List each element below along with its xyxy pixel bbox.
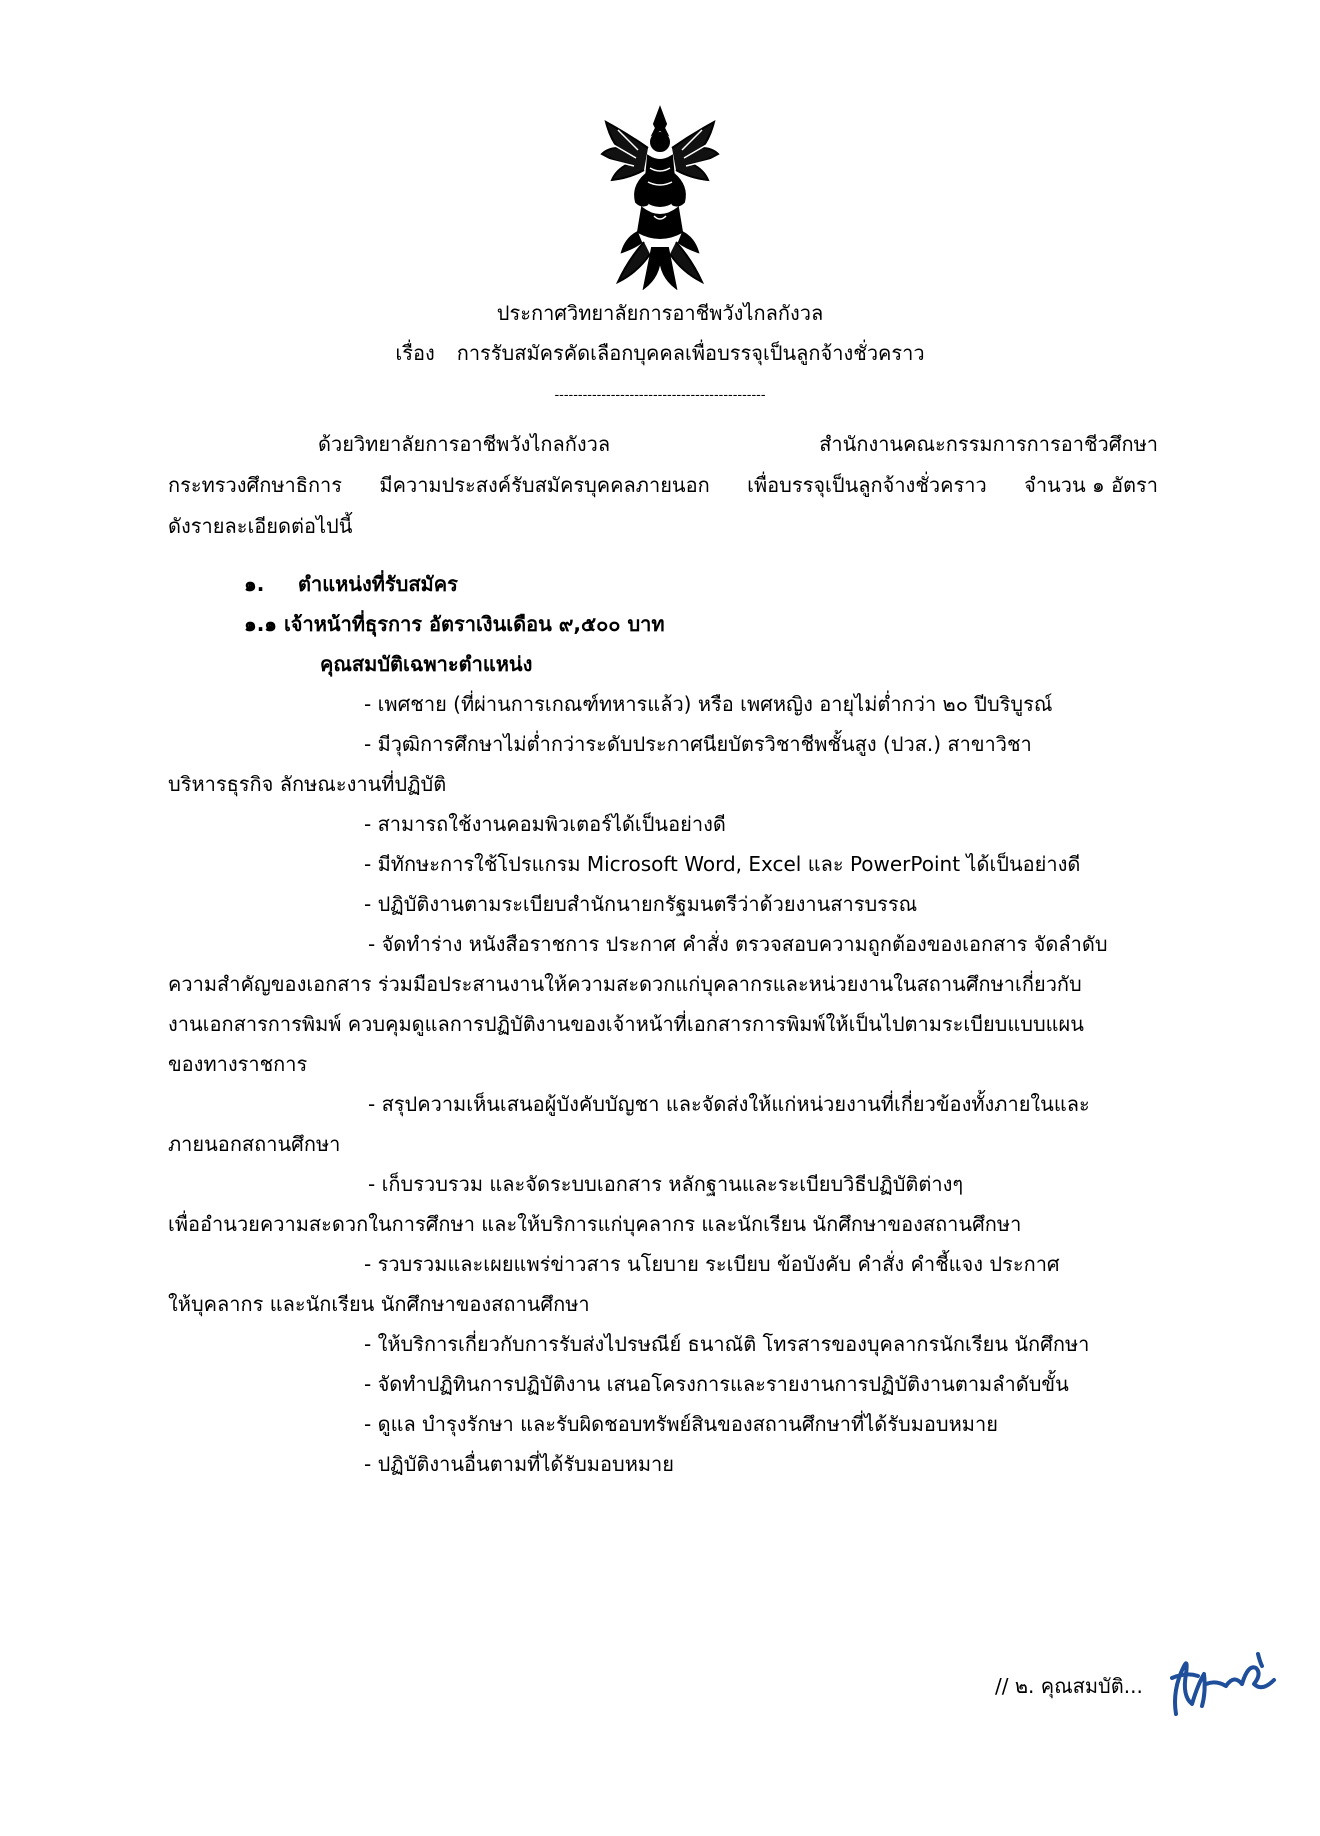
qualification-10: - ให้บริการเกี่ยวกับการรับส่งไปรษณีย์ ธนาณัติ โทรสารของบุคลากรนักเรียน นักศึกษา xyxy=(364,1332,1090,1356)
intro-line-2-part-1: กระทรวงศึกษาธิการ xyxy=(168,473,343,497)
qualification-6-line-4: ของทางราชการ xyxy=(168,1052,308,1076)
intro-line-2-part-4: จำนวน ๑ อัตรา xyxy=(1024,473,1158,497)
intro-line-3: ดังรายละเอียดต่อไปนี้ xyxy=(168,514,353,538)
garuda-emblem-icon xyxy=(598,104,722,290)
qualification-9-line-1: - รวบรวมและเผยแพร่ข่าวสาร นโยบาย ระเบียบ ข้อบังคับ คำสั่ง คำชี้แจง ประกาศ xyxy=(364,1252,1060,1276)
qualification-3: - สามารถใช้งานคอมพิวเตอร์ได้เป็นอย่างดี xyxy=(364,812,726,836)
announcement-subject xyxy=(0,338,1320,368)
section-1-heading: ตำแหน่งที่รับสมัคร xyxy=(298,572,458,596)
intro-line-2-part-2: มีความประสงค์รับสมัครบุคคลภายนอก xyxy=(379,473,710,497)
intro-line-1-part-2: สำนักงานคณะกรรมการการอาชีวศึกษา xyxy=(819,432,1158,456)
qualification-6-line-3: งานเอกสารการพิมพ์ ควบคุมดูแลการปฏิบัติงานของเจ้าหน้าที่เอกสารการพิมพ์ให้เป็นไปตามระเบียบแบบแผน xyxy=(168,1012,1084,1036)
subject-text: การรับสมัครคัดเลือกบุคคลเพื่อบรรจุเป็นลูกจ้างชั่วคราว xyxy=(456,341,925,365)
qualification-1: - เพศชาย (ที่ผ่านการเกณฑ์ทหารแล้ว) หรือ เพศหญิง อายุไม่ต่ำกว่า ๒๐ ปีบริบูรณ์ xyxy=(364,692,1053,716)
qualification-6-line-2: ความสำคัญของเอกสาร ร่วมมือประสานงานให้ความสะดวกแก่บุคลากรและหน่วยงานในสถานศึกษาเกี่ยวกับ xyxy=(168,972,1082,996)
qualification-7-line-2: ภายนอกสถานศึกษา xyxy=(168,1132,341,1156)
intro-line-1 xyxy=(318,429,1158,459)
qualification-11: - จัดทำปฏิทินการปฏิบัติงาน เสนอโครงการและรายงานการปฏิบัติงานตามลำดับขั้น xyxy=(364,1372,1069,1396)
qualification-6-line-1: - จัดทำร่าง หนังสือราชการ ประกาศ คำสั่ง ตรวจสอบความถูกต้องของเอกสาร จัดลำดับ xyxy=(368,932,1108,956)
continuation-note: // ๒. คุณสมบัติ... xyxy=(995,1674,1143,1698)
qualification-4: - มีทักษะการใช้โปรแกรม Microsoft Word, Excel และ PowerPoint ได้เป็นอย่างดี xyxy=(364,852,1081,876)
intro-line-2 xyxy=(168,470,1158,500)
qualification-12: - ดูแล บำรุงรักษา และรับผิดชอบทรัพย์สินของสถานศึกษาที่ได้รับมอบหมาย xyxy=(364,1412,998,1436)
title-divider: --------------------------------------------- xyxy=(554,388,766,403)
subject-label: เรื่อง xyxy=(395,341,435,365)
qualification-8-line-2: เพื่ออำนวยความสะดวกในการศึกษา และให้บริการแก่บุคลากร และนักเรียน นักศึกษาของสถานศึกษา xyxy=(168,1212,1022,1236)
announcement-title: ประกาศวิทยาลัยการอาชีพวังไกลกังวล xyxy=(496,301,824,325)
qualification-7-line-1: - สรุปความเห็นเสนอผู้บังคับบัญชา และจัดส่งให้แก่หน่วยงานที่เกี่ยวข้องทั้งภายในและ xyxy=(368,1092,1090,1116)
qualification-13: - ปฏิบัติงานอื่นตามที่ได้รับมอบหมาย xyxy=(364,1452,675,1476)
intro-line-2-part-3: เพื่อบรรจุเป็นลูกจ้างชั่วคราว xyxy=(747,473,987,497)
handwritten-signature xyxy=(1162,1644,1282,1720)
section-1-number: ๑. xyxy=(244,572,265,596)
qualification-9-line-2: ให้บุคลากร และนักเรียน นักศึกษาของสถานศึกษา xyxy=(168,1292,590,1316)
qualification-2-line-2: บริหารธุรกิจ ลักษณะงานที่ปฏิบัติ xyxy=(168,772,447,796)
intro-line-1-part-1: ด้วยวิทยาลัยการอาชีพวังไกลกังวล xyxy=(318,432,611,456)
qualification-8-line-1: - เก็บรวบรวม และจัดระบบเอกสาร หลักฐานและระเบียบวิธีปฏิบัติต่างๆ xyxy=(368,1172,964,1196)
qualification-2-line-1: - มีวุฒิการศึกษาไม่ต่ำกว่าระดับประกาศนียบัตรวิชาชีพชั้นสูง (ปวส.) สาขาวิชา xyxy=(364,732,1032,756)
qualification-5: - ปฏิบัติงานตามระเบียบสำนักนายกรัฐมนตรีว่าด้วยงานสารบรรณ xyxy=(364,892,918,916)
qualifications-heading: คุณสมบัติเฉพาะตำแหน่ง xyxy=(320,652,533,676)
position-heading: ๑.๑ เจ้าหน้าที่ธุรการ อัตราเงินเดือน ๙,๕๐๐ บาท xyxy=(244,612,665,636)
